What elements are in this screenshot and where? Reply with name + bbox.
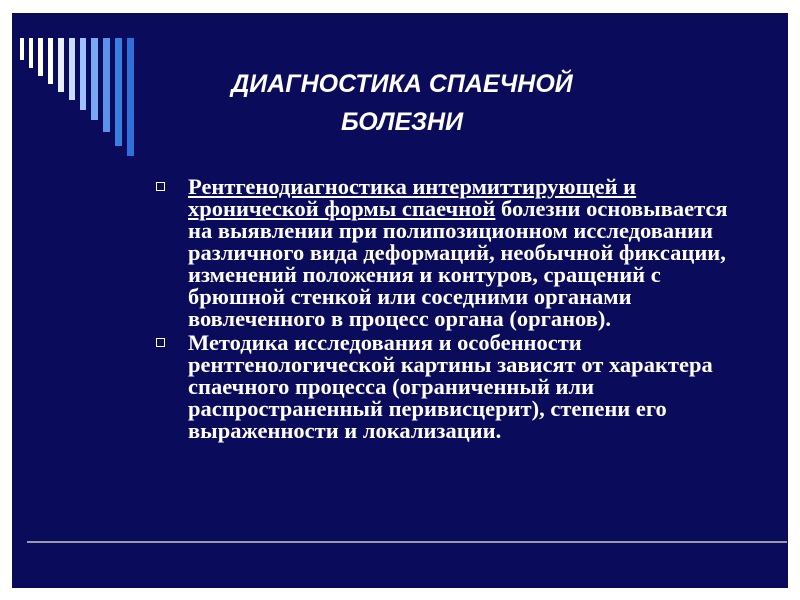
vertical-stripes-decoration xyxy=(12,13,152,173)
bullet-link-text[interactable]: Рентгенодиагностика интермиттирующей и хронической формы спаечной xyxy=(188,174,637,221)
stripe xyxy=(91,38,98,120)
title-line-1: ДИАГНОСТИКА СПАЕЧНОЙ xyxy=(231,70,573,98)
hollow-square-icon xyxy=(156,182,165,191)
stripe xyxy=(20,38,24,60)
slide xyxy=(12,13,788,588)
bullet-list xyxy=(152,176,752,444)
footer-divider xyxy=(27,541,787,543)
stripe xyxy=(48,38,53,84)
bullet-text-1 xyxy=(188,176,752,330)
slide-title xyxy=(152,65,652,141)
hollow-square-icon xyxy=(156,338,165,347)
stripe xyxy=(115,38,122,146)
stripe xyxy=(103,38,110,132)
bullet-item-1 xyxy=(152,176,752,330)
stripe xyxy=(80,38,86,110)
bullet-body-text: болезни основывается на выявлении при полипозиционном исследовании различного вида деформаций, необычной фиксации, изменений положения и контуров, сращений с брюшной стенкой или соседними органами вовлеченного в процесс органа (органов). xyxy=(188,196,728,331)
stripe xyxy=(127,38,134,156)
stripe xyxy=(58,38,64,92)
stripe xyxy=(29,38,33,68)
bullet-item-2 xyxy=(152,332,752,442)
stripe xyxy=(38,38,43,76)
bullet-text-2: Методика исследования и особенности рентгенологической картины зависят от характера спаечного процесса (ограниченный или распространенный перивисцерит), степени его выраженности и локализации. xyxy=(188,330,713,443)
title-line-2: БОЛЕЗНИ xyxy=(340,108,464,136)
stripe xyxy=(69,38,75,100)
